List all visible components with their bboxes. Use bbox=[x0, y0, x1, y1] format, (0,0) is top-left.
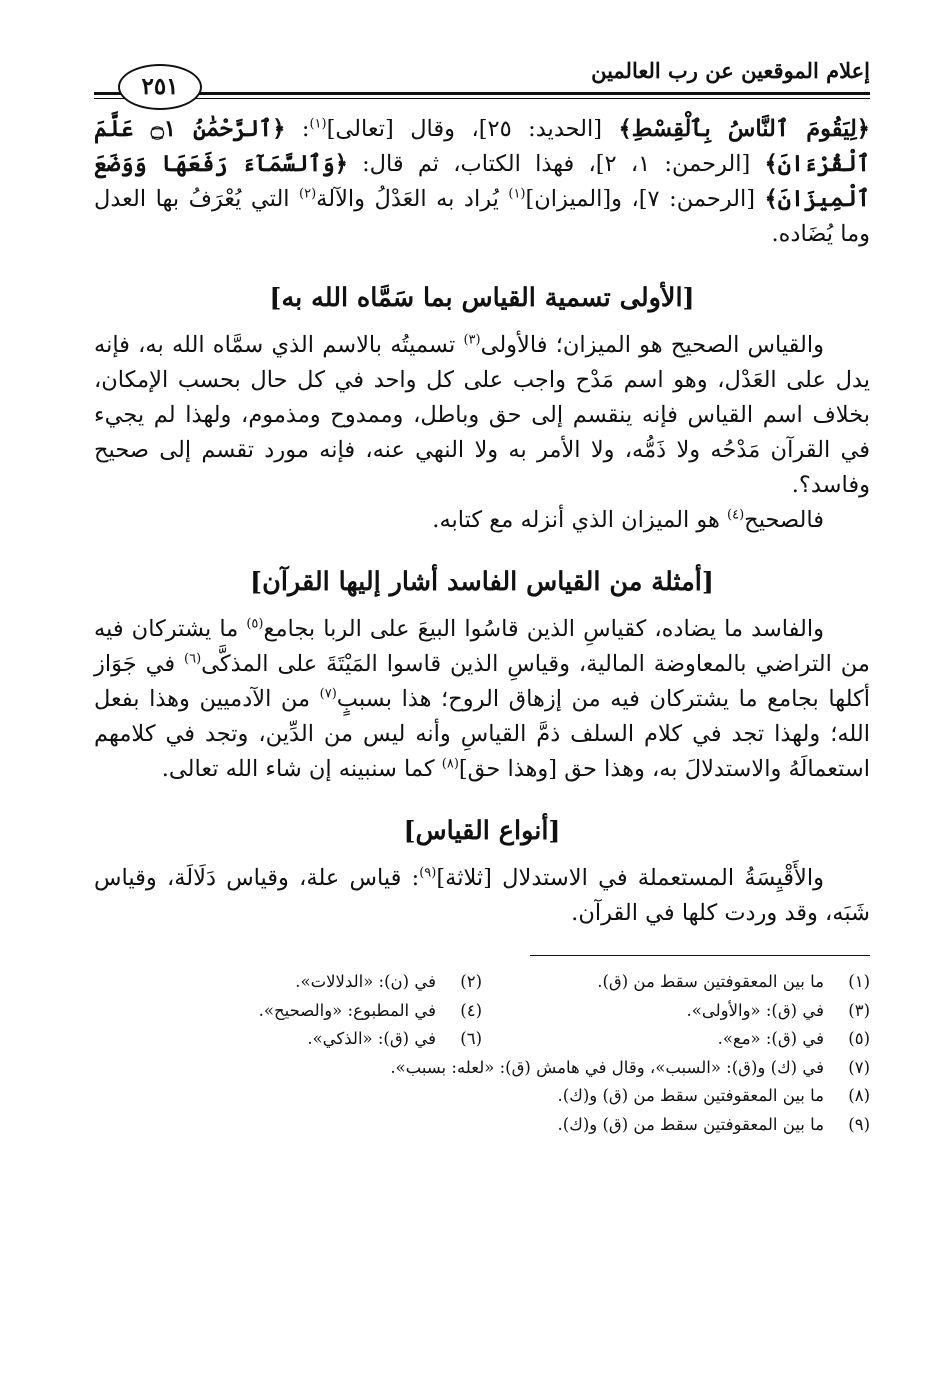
paragraph bbox=[94, 503, 870, 538]
footnote-ref: (٩) bbox=[419, 865, 437, 881]
text-run: فالصحيح bbox=[744, 507, 824, 533]
text-run: [الرحمن: ١، ٢]، فهذا الكتاب، ثم قال: bbox=[347, 151, 765, 177]
footnote-number: (٤) bbox=[460, 1000, 482, 1020]
footnote bbox=[94, 1025, 482, 1054]
footnote-ref: (٦) bbox=[184, 651, 202, 667]
footnote bbox=[94, 1082, 870, 1111]
footnote-number: (٦) bbox=[460, 1029, 482, 1048]
footnotes bbox=[94, 968, 870, 1139]
footnote-ref: (١) bbox=[508, 186, 526, 202]
footnote bbox=[94, 1111, 870, 1140]
footnote-ref: (٢) bbox=[299, 186, 317, 202]
footnote-row bbox=[94, 1082, 870, 1111]
footnote-text: في (ق): «والأولى». bbox=[686, 1000, 824, 1020]
footnote-text: في (ق): «مع». bbox=[717, 1029, 824, 1048]
section-heading: [أنواع القياس] bbox=[403, 816, 561, 846]
footnote-ref: (١) bbox=[309, 116, 327, 132]
footnote-ref: (٧) bbox=[319, 686, 337, 702]
footnote-text: في المطبوع: «والصحيح». bbox=[258, 1000, 436, 1020]
footnote-row bbox=[94, 1054, 870, 1083]
footnote-row bbox=[94, 1025, 870, 1054]
text-run: [الحديد: ٢٥]، وقال [تعالى] bbox=[326, 116, 619, 142]
footnote-ref: (٣) bbox=[463, 332, 481, 348]
paragraph bbox=[94, 328, 870, 503]
footnote-ref: (٨) bbox=[441, 756, 459, 772]
text-run: : قياس علة، وقياس دَلَالَة، وقياس شَبَه، وقد وردت كلها في القرآن. bbox=[94, 865, 870, 926]
text-run: والقياس الصحيح هو الميزان؛ فالأولى bbox=[480, 332, 825, 358]
footnote-number: (١) bbox=[848, 972, 870, 991]
footnote-row bbox=[94, 1111, 870, 1140]
page-header bbox=[94, 40, 870, 98]
footnote-text: في (ن): «الدلالات». bbox=[295, 972, 436, 991]
footnote-text: في (ق): «الذكي». bbox=[307, 1029, 436, 1048]
header-rule-thin bbox=[94, 98, 870, 99]
section-heading: [الأولى تسمية القياس بما سَمَّاه الله به] bbox=[269, 283, 695, 313]
text-run: تسميتُه بالاسم الذي سمَّاه الله به، فإنه يدل على العَدْل، وهو اسم مَدْح واجب على كل واحد في كل حال بحسب الإمكان، بخلاف اسم القياس فإنه ينقسم إلى حق وباطل، وممدوح ومذموم، ولهذا لم يجيء في القرآن مَدْحُه ولا ذَمُّه، ولا الأمر به ولا النهي عنه، فإنه مورد تقسم إلى صحيح وفاسد؟. bbox=[94, 332, 870, 498]
quran-verse: ﴿وَٱلسَّمَآءَ رَفَعَهَا وَوَضَعَ ٱلْمِيزَانَ﴾ bbox=[94, 151, 870, 212]
quran-verse: ﴿لِيَقُومَ ٱلنَّاسُ بِٱلْقِسْطِ﴾ bbox=[618, 116, 870, 142]
footnote-number: (٧) bbox=[848, 1057, 870, 1077]
footnote-row bbox=[94, 968, 870, 997]
paragraph bbox=[94, 861, 870, 931]
text-run: [الرحمن: ٧]، و[الميزان] bbox=[525, 186, 765, 212]
text-run: يُراد به العَدْلُ والآلة bbox=[316, 186, 509, 212]
quran-verse: ﴿ٱلرَّحْمَٰنُ ۝١ عَلَّمَ ٱلْقُرْءَانَ﴾ bbox=[94, 116, 870, 177]
book-page bbox=[94, 40, 870, 1340]
footnote bbox=[94, 1054, 870, 1083]
footnote bbox=[94, 968, 482, 997]
footnote-number: (٩) bbox=[848, 1114, 870, 1134]
footnote-ref: (٥) bbox=[246, 616, 264, 632]
text-run: : bbox=[285, 116, 310, 142]
footnote-number: (٢) bbox=[460, 972, 482, 991]
running-title: إعلام الموقعين عن رب العالمين bbox=[591, 58, 870, 83]
footnote-separator bbox=[530, 955, 870, 956]
text-run: هو الميزان الذي أنزله مع كتابه. bbox=[432, 507, 728, 533]
header-rule-thick bbox=[94, 92, 870, 95]
text-run: التي يُعْرَفُ بها العدل وما يُضَاده. bbox=[94, 186, 870, 247]
footnote-text: في (ك) و(ق): «السبب»، وقال في هامش (ق): «لعله: بسبب». bbox=[390, 1057, 824, 1077]
footnote-text: ما بين المعقوفتين سقط من (ق). bbox=[597, 972, 824, 991]
paragraph bbox=[94, 612, 870, 787]
footnote bbox=[482, 968, 870, 997]
section-heading: [أمثلة من القياس الفاسد أشار إليها القرآن] bbox=[250, 567, 714, 597]
footnote-row bbox=[94, 997, 870, 1026]
text-run: كما سنبينه إن شاء الله تعالى. bbox=[161, 756, 442, 782]
footnote-text: ما بين المعقوفتين سقط من (ق) و(ك). bbox=[557, 1114, 824, 1134]
footnote-text: ما بين المعقوفتين سقط من (ق) و(ك). bbox=[557, 1086, 824, 1105]
text-run: والفاسد ما يضاده، كقياسِ الذين قاسُوا البيعَ على الربا بجامع bbox=[263, 616, 824, 642]
footnote-number: (٨) bbox=[848, 1086, 870, 1105]
footnote bbox=[482, 997, 870, 1026]
intro-paragraph bbox=[94, 112, 870, 252]
text-run: ما يشتركان فيه من التراضي بالمعاوضة المالية، وقياسِ الذين قاسوا المَيْتَةَ على المذكَّى bbox=[94, 616, 870, 677]
text-run: والأَقْيِسَةُ المستعملة في الاستدلال [ثلاثة] bbox=[436, 865, 824, 891]
text-run: في جَوَاز أكلها بجامع ما يشتركان فيه من إزهاق الروح؛ هذا بسببٍ bbox=[94, 651, 870, 712]
footnote bbox=[482, 1025, 870, 1054]
footnote-number: (٥) bbox=[848, 1029, 870, 1048]
footnote bbox=[94, 997, 482, 1026]
page-number-badge: ٢٥١ bbox=[118, 64, 202, 110]
footnote-ref: (٤) bbox=[727, 507, 745, 523]
main-text bbox=[94, 112, 870, 931]
footnote-number: (٣) bbox=[848, 1000, 870, 1020]
text-run: من الآدميين وهذا بفعل الله؛ ولهذا تجد في كلام السلف ذمَّ القياسِ وأنه ليس من الدِّين، وتجد في كلامهم استعمالَهُ والاستدلالَ به، وهذا حق [وهذا حق] bbox=[94, 686, 870, 782]
